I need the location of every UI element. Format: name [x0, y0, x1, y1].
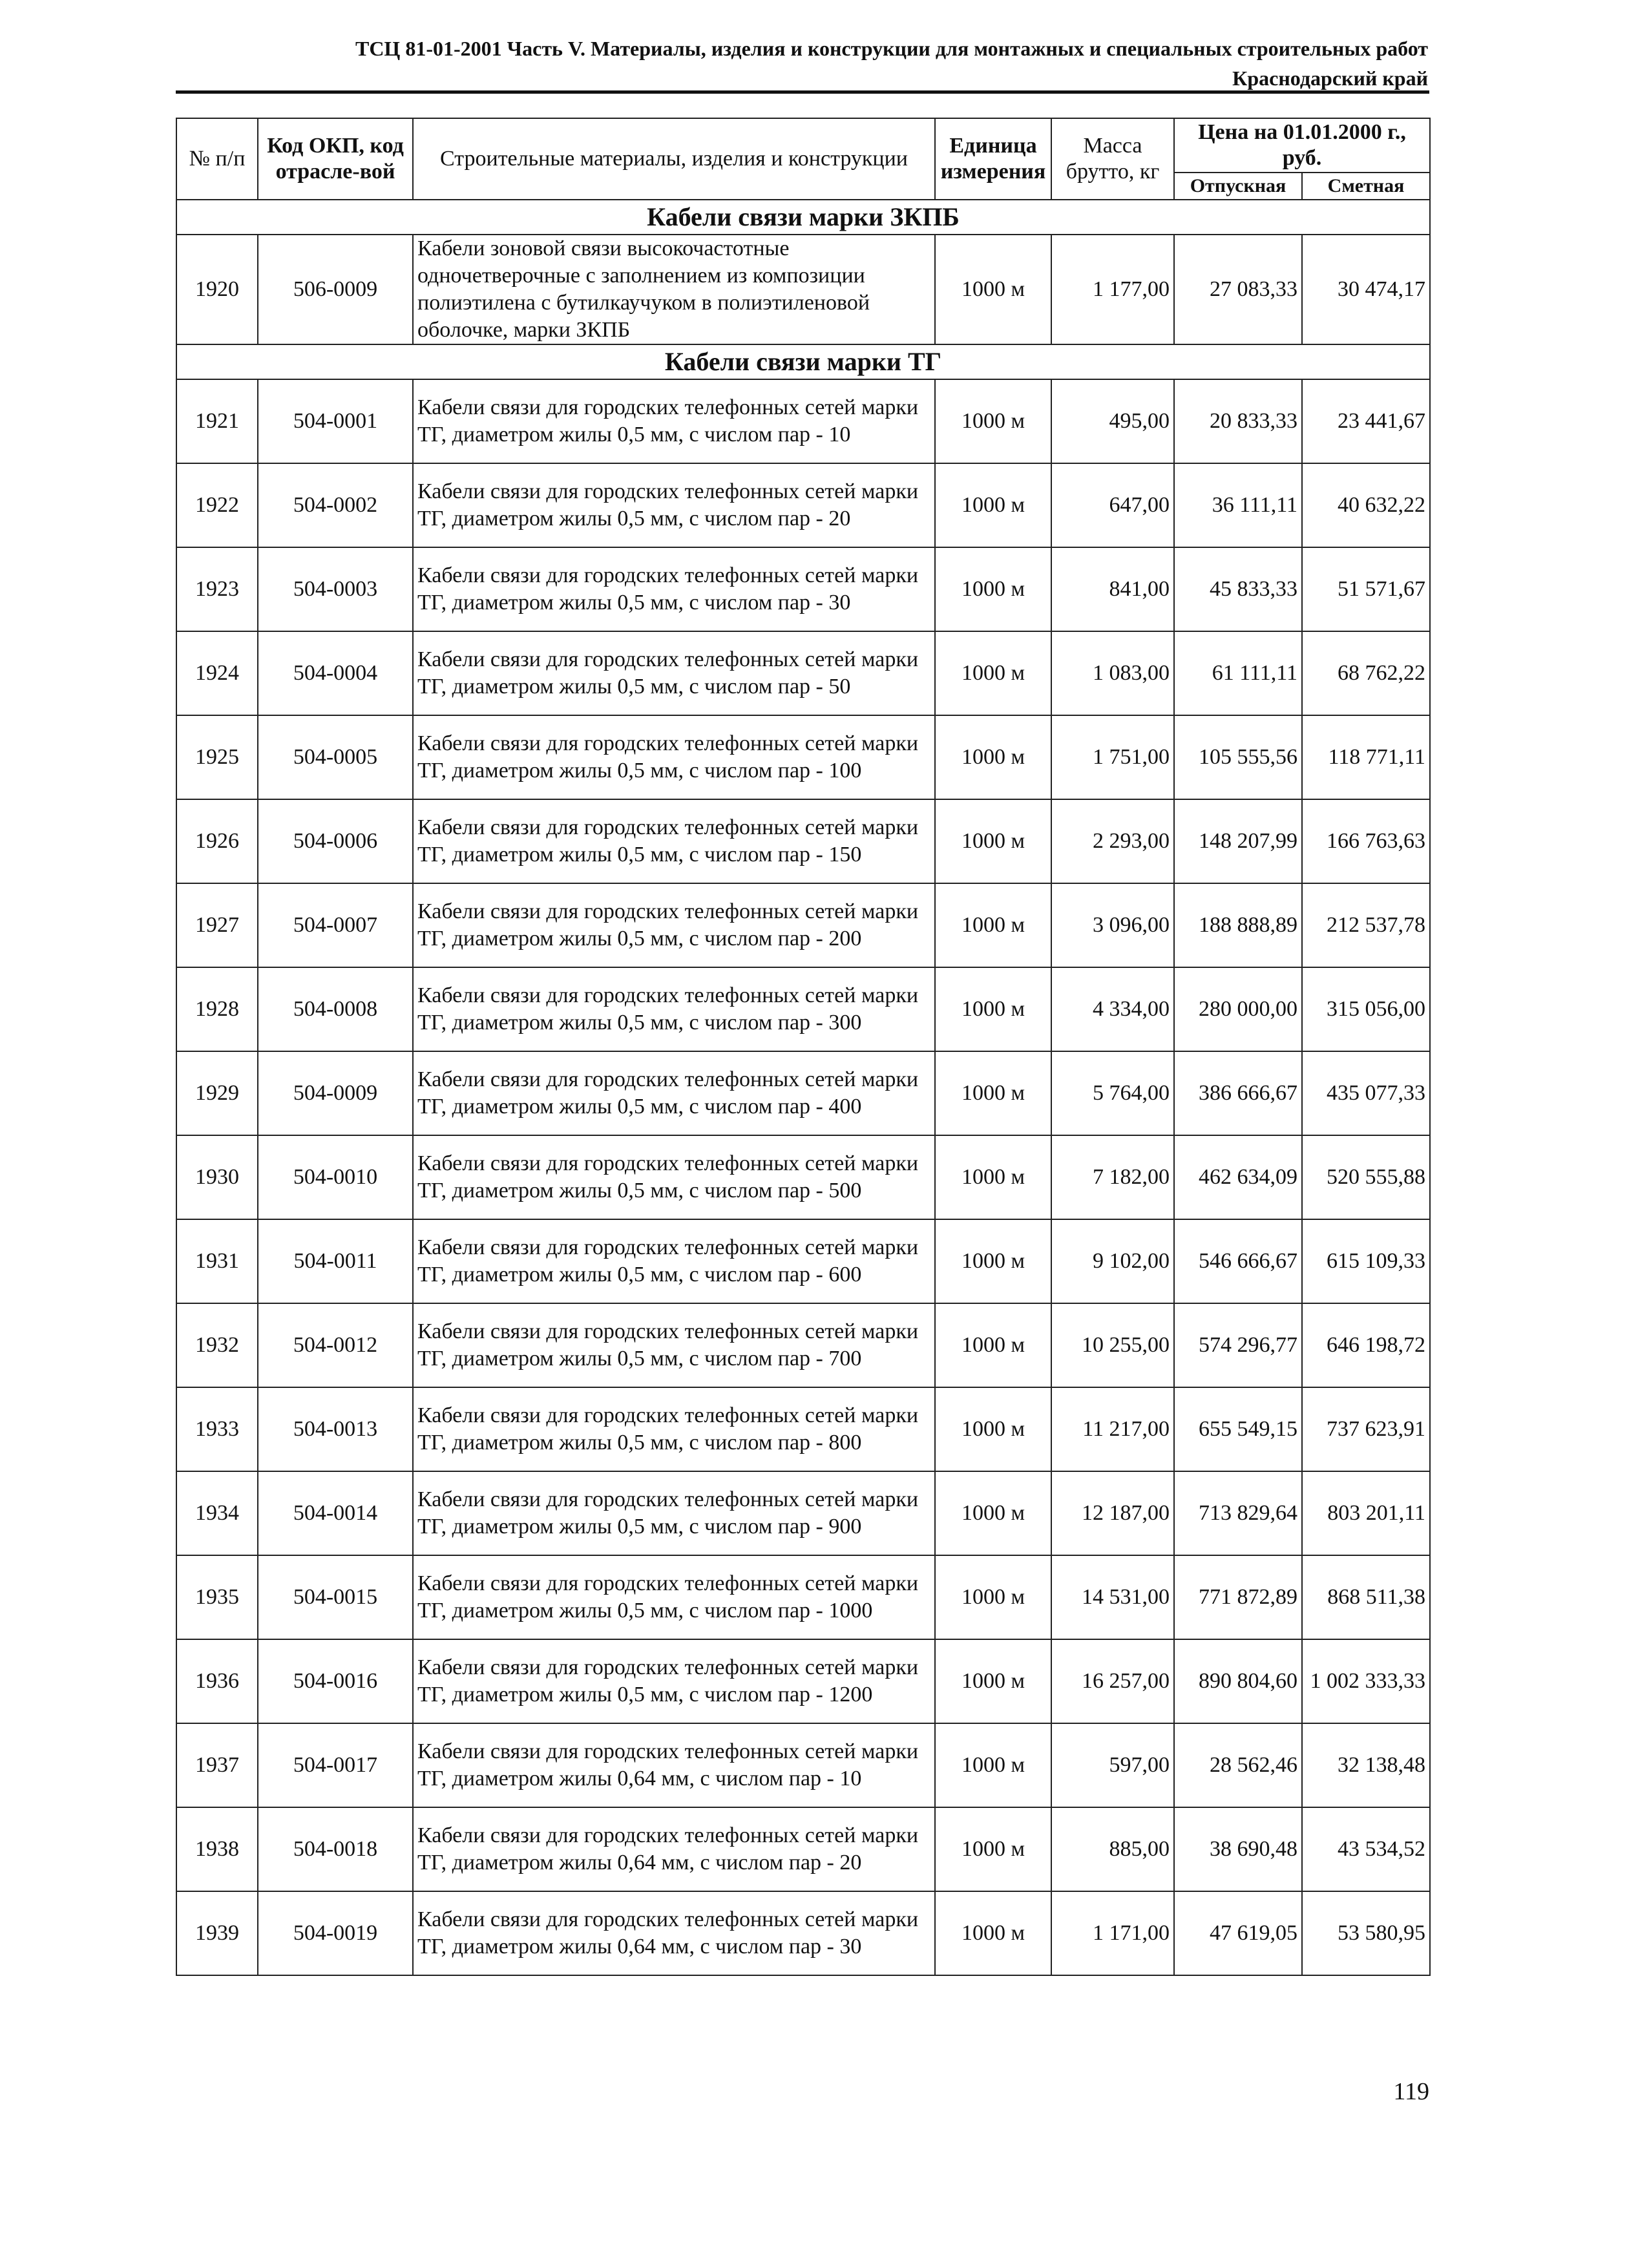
row-estimate-price: 32 138,48	[1302, 1723, 1430, 1807]
row-description: Кабели связи для городских телефонных сетей марки ТГ, диаметром жилы 0,5 мм, с числом пар - 200	[413, 883, 935, 967]
row-release-price: 27 083,33	[1174, 235, 1302, 344]
row-unit: 1000 м	[935, 1051, 1051, 1135]
table-row	[176, 1387, 1430, 1471]
row-estimate-price: 40 632,22	[1302, 463, 1430, 547]
row-number: 1930	[176, 1135, 258, 1219]
row-okp-code: 504-0002	[258, 463, 413, 547]
row-mass: 14 531,00	[1051, 1555, 1174, 1639]
table-row	[176, 883, 1430, 967]
page-number: 119	[1393, 2078, 1429, 2105]
row-okp-code: 504-0016	[258, 1639, 413, 1723]
col-mass-header: Масса брутто, кг	[1051, 118, 1174, 200]
table-row	[176, 631, 1430, 715]
table-row	[176, 799, 1430, 883]
row-mass: 1 171,00	[1051, 1891, 1174, 1975]
table-row	[176, 235, 1430, 344]
row-unit: 1000 м	[935, 883, 1051, 967]
section-title: Кабели связи марки ЗКПБ	[176, 200, 1430, 235]
row-release-price: 655 549,15	[1174, 1387, 1302, 1471]
row-unit: 1000 м	[935, 547, 1051, 631]
col-okp-header: Код ОКП, код отрасле-вой	[258, 118, 413, 200]
row-description: Кабели связи для городских телефонных сетей марки ТГ, диаметром жилы 0,5 мм, с числом пар - 300	[413, 967, 935, 1051]
row-release-price: 28 562,46	[1174, 1723, 1302, 1807]
col-release-header: Отпускная	[1174, 173, 1302, 200]
row-description: Кабели связи для городских телефонных сетей марки ТГ, диаметром жилы 0,5 мм, с числом пар - 800	[413, 1387, 935, 1471]
row-release-price: 38 690,48	[1174, 1807, 1302, 1891]
row-description: Кабели связи для городских телефонных сетей марки ТГ, диаметром жилы 0,5 мм, с числом пар - 600	[413, 1219, 935, 1303]
row-estimate-price: 51 571,67	[1302, 547, 1430, 631]
table-row	[176, 1051, 1430, 1135]
row-unit: 1000 м	[935, 1387, 1051, 1471]
row-description: Кабели связи для городских телефонных сетей марки ТГ, диаметром жилы 0,64 мм, с числом пар - 10	[413, 1723, 935, 1807]
row-estimate-price: 737 623,91	[1302, 1387, 1430, 1471]
row-release-price: 574 296,77	[1174, 1303, 1302, 1387]
table-row	[176, 1807, 1430, 1891]
row-mass: 5 764,00	[1051, 1051, 1174, 1135]
row-number: 1921	[176, 379, 258, 463]
header-region: Краснодарский край	[1232, 67, 1428, 90]
row-okp-code: 504-0006	[258, 799, 413, 883]
row-estimate-price: 1 002 333,33	[1302, 1639, 1430, 1723]
row-okp-code: 504-0013	[258, 1387, 413, 1471]
col-num-header: № п/п	[176, 118, 258, 200]
table-row	[176, 715, 1430, 799]
row-mass: 1 177,00	[1051, 235, 1174, 344]
row-unit: 1000 м	[935, 1555, 1051, 1639]
row-mass: 1 083,00	[1051, 631, 1174, 715]
row-okp-code: 504-0011	[258, 1219, 413, 1303]
row-unit: 1000 м	[935, 799, 1051, 883]
row-number: 1938	[176, 1807, 258, 1891]
row-okp-code: 504-0010	[258, 1135, 413, 1219]
row-number: 1928	[176, 967, 258, 1051]
row-unit: 1000 м	[935, 379, 1051, 463]
row-number: 1939	[176, 1891, 258, 1975]
row-release-price: 890 804,60	[1174, 1639, 1302, 1723]
row-mass: 495,00	[1051, 379, 1174, 463]
row-release-price: 386 666,67	[1174, 1051, 1302, 1135]
row-number: 1932	[176, 1303, 258, 1387]
row-okp-code: 504-0018	[258, 1807, 413, 1891]
table-row	[176, 1639, 1430, 1723]
row-estimate-price: 212 537,78	[1302, 883, 1430, 967]
row-mass: 3 096,00	[1051, 883, 1174, 967]
row-release-price: 36 111,11	[1174, 463, 1302, 547]
row-okp-code: 504-0007	[258, 883, 413, 967]
row-number: 1920	[176, 235, 258, 344]
row-estimate-price: 646 198,72	[1302, 1303, 1430, 1387]
row-estimate-price: 43 534,52	[1302, 1807, 1430, 1891]
row-estimate-price: 53 580,95	[1302, 1891, 1430, 1975]
row-number: 1923	[176, 547, 258, 631]
row-number: 1934	[176, 1471, 258, 1555]
row-unit: 1000 м	[935, 1135, 1051, 1219]
section-title: Кабели связи марки ТГ	[176, 344, 1430, 379]
row-mass: 885,00	[1051, 1807, 1174, 1891]
row-number: 1931	[176, 1219, 258, 1303]
row-unit: 1000 м	[935, 235, 1051, 344]
col-materials-header: Строительные материалы, изделия и конструкции	[413, 118, 935, 200]
row-description: Кабели связи для городских телефонных сетей марки ТГ, диаметром жилы 0,5 мм, с числом пар - 20	[413, 463, 935, 547]
row-release-price: 105 555,56	[1174, 715, 1302, 799]
table-row	[176, 1135, 1430, 1219]
row-description: Кабели связи для городских телефонных сетей марки ТГ, диаметром жилы 0,5 мм, с числом пар - 50	[413, 631, 935, 715]
row-mass: 9 102,00	[1051, 1219, 1174, 1303]
row-unit: 1000 м	[935, 1723, 1051, 1807]
row-estimate-price: 118 771,11	[1302, 715, 1430, 799]
row-unit: 1000 м	[935, 631, 1051, 715]
row-mass: 4 334,00	[1051, 967, 1174, 1051]
table-row	[176, 547, 1430, 631]
row-description: Кабели связи для городских телефонных сетей марки ТГ, диаметром жилы 0,5 мм, с числом пар - 30	[413, 547, 935, 631]
row-okp-code: 504-0017	[258, 1723, 413, 1807]
col-unit-header: Единица измерения	[935, 118, 1051, 200]
row-unit: 1000 м	[935, 1807, 1051, 1891]
row-okp-code: 504-0008	[258, 967, 413, 1051]
row-release-price: 462 634,09	[1174, 1135, 1302, 1219]
row-description: Кабели связи для городских телефонных сетей марки ТГ, диаметром жилы 0,5 мм, с числом пар - 400	[413, 1051, 935, 1135]
row-number: 1926	[176, 799, 258, 883]
table-row	[176, 1723, 1430, 1807]
row-mass: 597,00	[1051, 1723, 1174, 1807]
row-release-price: 280 000,00	[1174, 967, 1302, 1051]
row-description: Кабели связи для городских телефонных сетей марки ТГ, диаметром жилы 0,5 мм, с числом пар - 500	[413, 1135, 935, 1219]
row-unit: 1000 м	[935, 967, 1051, 1051]
row-number: 1924	[176, 631, 258, 715]
row-description: Кабели связи для городских телефонных сетей марки ТГ, диаметром жилы 0,5 мм, с числом пар - 700	[413, 1303, 935, 1387]
row-release-price: 148 207,99	[1174, 799, 1302, 883]
row-estimate-price: 30 474,17	[1302, 235, 1430, 344]
table-row	[176, 1219, 1430, 1303]
section-row	[176, 344, 1430, 379]
page-header	[174, 34, 1428, 93]
table-row	[176, 379, 1430, 463]
table-header	[176, 118, 1430, 200]
row-estimate-price: 23 441,67	[1302, 379, 1430, 463]
row-unit: 1000 м	[935, 1219, 1051, 1303]
row-release-price: 546 666,67	[1174, 1219, 1302, 1303]
row-number: 1925	[176, 715, 258, 799]
table-row	[176, 463, 1430, 547]
row-unit: 1000 м	[935, 715, 1051, 799]
row-mass: 7 182,00	[1051, 1135, 1174, 1219]
row-description: Кабели связи для городских телефонных сетей марки ТГ, диаметром жилы 0,64 мм, с числом пар - 20	[413, 1807, 935, 1891]
row-okp-code: 504-0001	[258, 379, 413, 463]
row-okp-code: 504-0019	[258, 1891, 413, 1975]
row-mass: 11 217,00	[1051, 1387, 1174, 1471]
table-row	[176, 1303, 1430, 1387]
header-title: ТСЦ 81-01-2001 Часть V. Материалы, изделия и конструкции для монтажных и специальных строительных работ	[355, 37, 1428, 60]
table-body	[176, 200, 1430, 1975]
row-unit: 1000 м	[935, 1639, 1051, 1723]
price-table	[176, 118, 1431, 1976]
row-okp-code: 504-0004	[258, 631, 413, 715]
row-number: 1922	[176, 463, 258, 547]
row-number: 1937	[176, 1723, 258, 1807]
row-estimate-price: 520 555,88	[1302, 1135, 1430, 1219]
row-estimate-price: 315 056,00	[1302, 967, 1430, 1051]
row-estimate-price: 435 077,33	[1302, 1051, 1430, 1135]
table-row	[176, 967, 1430, 1051]
row-unit: 1000 м	[935, 1471, 1051, 1555]
row-unit: 1000 м	[935, 463, 1051, 547]
row-okp-code: 504-0005	[258, 715, 413, 799]
row-mass: 12 187,00	[1051, 1471, 1174, 1555]
row-description: Кабели связи для городских телефонных сетей марки ТГ, диаметром жилы 0,5 мм, с числом пар - 1200	[413, 1639, 935, 1723]
table-row	[176, 1891, 1430, 1975]
row-number: 1935	[176, 1555, 258, 1639]
row-release-price: 45 833,33	[1174, 547, 1302, 631]
row-description: Кабели связи для городских телефонных сетей марки ТГ, диаметром жилы 0,5 мм, с числом пар - 10	[413, 379, 935, 463]
row-release-price: 771 872,89	[1174, 1555, 1302, 1639]
row-unit: 1000 м	[935, 1303, 1051, 1387]
row-description: Кабели связи для городских телефонных сетей марки ТГ, диаметром жилы 0,5 мм, с числом пар - 900	[413, 1471, 935, 1555]
row-mass: 647,00	[1051, 463, 1174, 547]
col-price-header: Цена на 01.01.2000 г., руб.	[1174, 118, 1430, 173]
row-okp-code: 506-0009	[258, 235, 413, 344]
row-okp-code: 504-0003	[258, 547, 413, 631]
row-number: 1929	[176, 1051, 258, 1135]
row-description: Кабели связи для городских телефонных сетей марки ТГ, диаметром жилы 0,5 мм, с числом пар - 1000	[413, 1555, 935, 1639]
row-mass: 841,00	[1051, 547, 1174, 631]
section-row	[176, 200, 1430, 235]
row-mass: 2 293,00	[1051, 799, 1174, 883]
row-release-price: 61 111,11	[1174, 631, 1302, 715]
row-mass: 10 255,00	[1051, 1303, 1174, 1387]
col-estimate-header: Сметная	[1302, 173, 1430, 200]
row-estimate-price: 68 762,22	[1302, 631, 1430, 715]
row-estimate-price: 868 511,38	[1302, 1555, 1430, 1639]
row-release-price: 188 888,89	[1174, 883, 1302, 967]
row-unit: 1000 м	[935, 1891, 1051, 1975]
row-mass: 1 751,00	[1051, 715, 1174, 799]
row-number: 1927	[176, 883, 258, 967]
row-number: 1936	[176, 1639, 258, 1723]
row-release-price: 713 829,64	[1174, 1471, 1302, 1555]
table-row	[176, 1555, 1430, 1639]
row-description: Кабели связи для городских телефонных сетей марки ТГ, диаметром жилы 0,5 мм, с числом пар - 150	[413, 799, 935, 883]
row-description: Кабели связи для городских телефонных сетей марки ТГ, диаметром жилы 0,64 мм, с числом пар - 30	[413, 1891, 935, 1975]
row-mass: 16 257,00	[1051, 1639, 1174, 1723]
row-okp-code: 504-0014	[258, 1471, 413, 1555]
row-estimate-price: 166 763,63	[1302, 799, 1430, 883]
row-release-price: 47 619,05	[1174, 1891, 1302, 1975]
row-number: 1933	[176, 1387, 258, 1471]
row-release-price: 20 833,33	[1174, 379, 1302, 463]
header-rule	[176, 90, 1429, 94]
row-description: Кабели связи для городских телефонных сетей марки ТГ, диаметром жилы 0,5 мм, с числом пар - 100	[413, 715, 935, 799]
row-estimate-price: 803 201,11	[1302, 1471, 1430, 1555]
row-okp-code: 504-0009	[258, 1051, 413, 1135]
row-okp-code: 504-0015	[258, 1555, 413, 1639]
row-description: Кабели зоновой связи высокочастотные одночетверочные с заполнением из композиции полиэтилена с бутилкаучуком в полиэтиленовой оболочке, марки ЗКПБ	[413, 235, 935, 344]
row-okp-code: 504-0012	[258, 1303, 413, 1387]
table-row	[176, 1471, 1430, 1555]
row-estimate-price: 615 109,33	[1302, 1219, 1430, 1303]
